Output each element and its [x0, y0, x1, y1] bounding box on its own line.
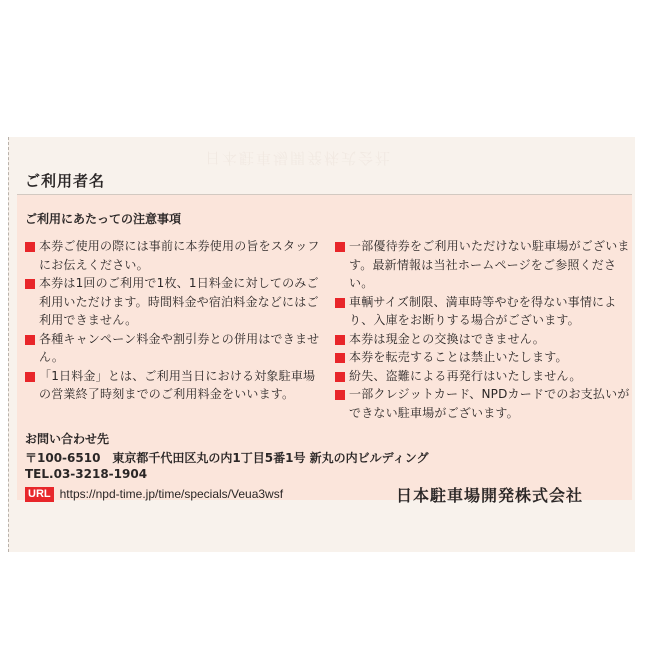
user-name-label: ご利用者名: [25, 172, 106, 190]
contact-address: 〒100-6510 東京都千代田区丸の内1丁目5番1号 新丸の内ビルディング: [25, 451, 429, 465]
square-bullet-icon: [25, 279, 35, 289]
contact-tel: TEL.03-3218-1904: [25, 467, 148, 481]
contact-title: お問い合わせ先: [25, 432, 110, 446]
note-item: [335, 348, 630, 367]
note-item: [335, 237, 630, 293]
note-item: [335, 293, 630, 330]
note-text: 本券は1回のご利用で1枚、1日料金に対してのみご利用いただけます。時間料金や宿泊料金などにはご利用できません。: [39, 276, 319, 327]
square-bullet-icon: [25, 242, 35, 252]
notes-left-column: [25, 237, 325, 404]
square-bullet-icon: [25, 372, 35, 382]
note-text: 車輌サイズ制限、満車時等やむを得ない事情により、入庫をお断りする場合がございます。: [349, 294, 617, 327]
note-text: 「1日料金」とは、ご利用当日における対象駐車場の営業終了時刻までのご利用料金をいいます。: [39, 368, 316, 401]
note-text: 紛失、盗難による再発行はいたしません。: [349, 368, 582, 383]
square-bullet-icon: [335, 242, 345, 252]
note-item: [25, 274, 325, 330]
note-item: [335, 330, 630, 349]
note-text: 一部クレジットカード、NPDカードでのお支払いができない駐車場がございます。: [349, 387, 630, 420]
note-item: [25, 367, 325, 404]
note-text: 本券は現金との交換はできません。: [349, 331, 545, 346]
square-bullet-icon: [25, 335, 35, 345]
note-text: 一部優待券をご利用いただけない駐車場がございます。最新情報は当社ホームページをご参照ください。: [349, 239, 630, 290]
square-bullet-icon: [335, 335, 345, 345]
note-item: [335, 367, 630, 386]
url-badge: URL: [25, 487, 54, 502]
company-name: 日本駐車場開発株式会社: [396, 486, 584, 505]
show-through-text: 日本駐車場開発株式会社: [205, 149, 393, 167]
square-bullet-icon: [335, 353, 345, 363]
note-item: [25, 330, 325, 367]
notes-title: ご利用にあたっての注意事項: [25, 212, 182, 226]
note-text: 本券を転売することは禁止いたします。: [349, 350, 568, 364]
url-row: [25, 486, 283, 502]
contact-url[interactable]: https://npd-time.jp/time/specials/Veua3wsf: [59, 487, 284, 501]
square-bullet-icon: [335, 298, 345, 308]
note-text: 各種キャンペーン料金や割引券との併用はできません。: [39, 331, 320, 364]
notes-right-column: [335, 237, 630, 422]
note-text: 本券ご使用の際には事前に本券使用の旨をスタッフにお伝えください。: [39, 239, 320, 272]
square-bullet-icon: [335, 372, 345, 382]
perforation-line: [8, 137, 9, 552]
note-item: [335, 385, 630, 422]
note-item: [25, 237, 325, 274]
square-bullet-icon: [335, 390, 345, 400]
